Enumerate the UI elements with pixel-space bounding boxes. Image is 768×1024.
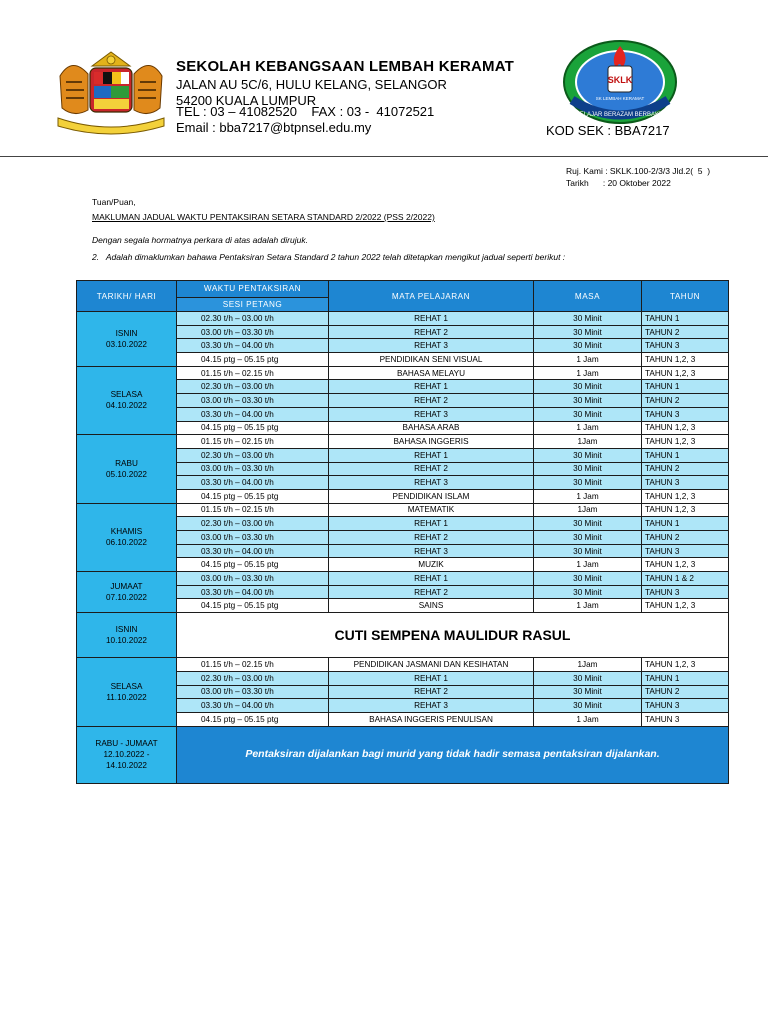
time-cell: 02.30 t/h – 03.00 t/h [177, 312, 329, 326]
year-cell: TAHUN 1 [642, 380, 729, 394]
duration-cell: 1 Jam [534, 421, 642, 435]
year-cell: TAHUN 1,2, 3 [642, 435, 729, 449]
year-cell: TAHUN 1,2, 3 [642, 421, 729, 435]
final-row [77, 726, 729, 783]
year-cell: TAHUN 1,2, 3 [642, 353, 729, 367]
subject-cell: MATEMATIK [329, 503, 534, 517]
subject-cell: REHAT 2 [329, 531, 534, 545]
holiday-row [77, 613, 729, 658]
duration-cell: 1Jam [534, 658, 642, 672]
letter-subject: MAKLUMAN JADUAL WAKTU PENTAKSIRAN SETARA STANDARD 2/2022 (PSS 2/2022) [92, 212, 435, 222]
duration-cell: 30 Minit [534, 517, 642, 531]
duration-cell: 30 Minit [534, 544, 642, 558]
time-cell: 03.00 t/h – 03.30 t/h [177, 394, 329, 408]
time-cell: 03.30 t/h – 04.00 t/h [177, 407, 329, 421]
day-date: 03.10.2022 [106, 339, 147, 349]
subject-cell: BAHASA INGGERIS [329, 435, 534, 449]
year-cell: TAHUN 3 [642, 544, 729, 558]
header-session: SESI PETANG [177, 297, 329, 311]
school-code: KOD SEK : BBA7217 [546, 123, 670, 138]
time-cell: 03.00 t/h – 03.30 t/h [177, 325, 329, 339]
address-line-2: 54200 KUALA LUMPUR [176, 93, 317, 108]
year-cell: TAHUN 2 [642, 531, 729, 545]
letterhead-divider [0, 156, 768, 157]
year-cell: TAHUN 1,2, 3 [642, 599, 729, 613]
year-cell: TAHUN 2 [642, 685, 729, 699]
duration-cell: 30 Minit [534, 531, 642, 545]
day-cell [77, 658, 177, 726]
svg-text:SKLK: SKLK [607, 75, 633, 85]
time-cell: 02.30 t/h – 03.00 t/h [177, 517, 329, 531]
time-cell: 01.15 t/h – 02.15 t/h [177, 435, 329, 449]
subject-cell: REHAT 1 [329, 448, 534, 462]
year-cell: TAHUN 2 [642, 462, 729, 476]
phone-fax: TEL : 03 – 41082520 FAX : 03 - 41072521 [176, 104, 435, 119]
time-cell: 04.15 ptg – 05.15 ptg [177, 712, 329, 726]
year-cell: TAHUN 1 [642, 517, 729, 531]
day-name: RABU - JUMAAT [95, 739, 158, 749]
time-cell: 04.15 ptg – 05.15 ptg [177, 558, 329, 572]
day-name: ISNIN [115, 625, 138, 635]
day-date: 04.10.2022 [106, 401, 147, 411]
subject-cell: REHAT 2 [329, 325, 534, 339]
day-name: RABU [115, 458, 138, 468]
day-date: 05.10.2022 [106, 469, 147, 479]
year-cell: TAHUN 3 [642, 699, 729, 713]
svg-text:BELAJAR BERAZAM BERBAKTI: BELAJAR BERAZAM BERBAKTI [575, 112, 665, 118]
greeting-line: Dengan segala hormatnya perkara di atas adalah dirujuk. [92, 235, 308, 245]
duration-cell: 30 Minit [534, 572, 642, 586]
day-cell [77, 726, 177, 783]
school-name: SEKOLAH KEBANGSAAN LEMBAH KERAMAT [176, 58, 514, 75]
duration-cell: 30 Minit [534, 407, 642, 421]
year-cell: TAHUN 3 [642, 585, 729, 599]
year-cell: TAHUN 3 [642, 476, 729, 490]
year-cell: TAHUN 1,2, 3 [642, 366, 729, 380]
duration-cell: 30 Minit [534, 380, 642, 394]
year-cell: TAHUN 3 [642, 407, 729, 421]
time-cell: 02.30 t/h – 03.00 t/h [177, 380, 329, 394]
day-date-from: 12.10.2022 - [103, 750, 150, 760]
duration-cell: 30 Minit [534, 312, 642, 326]
day-cell [77, 572, 177, 613]
subject-cell: REHAT 2 [329, 585, 534, 599]
subject-cell: REHAT 2 [329, 462, 534, 476]
table-row [77, 503, 729, 517]
time-cell: 03.00 t/h – 03.30 t/h [177, 462, 329, 476]
day-date: 07.10.2022 [106, 593, 147, 603]
duration-cell: 30 Minit [534, 671, 642, 685]
time-cell: 04.15 ptg – 05.15 ptg [177, 599, 329, 613]
time-cell: 01.15 t/h – 02.15 t/h [177, 503, 329, 517]
time-cell: 03.30 t/h – 04.00 t/h [177, 339, 329, 353]
subject-cell: REHAT 3 [329, 476, 534, 490]
school-email: Email : bba7217@btpnsel.edu.my [176, 120, 372, 135]
duration-cell: 1 Jam [534, 599, 642, 613]
year-cell: TAHUN 1,2, 3 [642, 558, 729, 572]
paragraph-2: 2. Adalah dimaklumkan bahawa Pentaksiran Setara Standard 2 tahun 2022 telah ditetapkan mengikut jadual seperti berikut : [92, 252, 566, 262]
duration-cell: 30 Minit [534, 476, 642, 490]
duration-cell: 1Jam [534, 435, 642, 449]
address-line-1: JALAN AU 5C/6, HULU KELANG, SELANGOR [176, 77, 447, 92]
year-cell: TAHUN 1 [642, 671, 729, 685]
national-crest-logo [52, 46, 170, 136]
subject-cell: BAHASA ARAB [329, 421, 534, 435]
day-cell [77, 435, 177, 503]
final-note: Pentaksiran dijalankan bagi murid yang tidak hadir semasa pentaksiran dijalankan. [177, 726, 729, 783]
time-cell: 01.15 t/h – 02.15 t/h [177, 658, 329, 672]
subject-cell: REHAT 3 [329, 339, 534, 353]
time-cell: 04.15 ptg – 05.15 ptg [177, 421, 329, 435]
day-date: 10.10.2022 [106, 636, 147, 646]
duration-cell: 30 Minit [534, 394, 642, 408]
year-cell: TAHUN 1 [642, 448, 729, 462]
subject-cell: REHAT 3 [329, 699, 534, 713]
year-cell: TAHUN 2 [642, 325, 729, 339]
subject-cell: REHAT 2 [329, 685, 534, 699]
table-row [77, 312, 729, 326]
day-date: 06.10.2022 [106, 538, 147, 548]
duration-cell: 30 Minit [534, 325, 642, 339]
header-day: TARIKH/ HARI [77, 281, 177, 312]
subject-cell: REHAT 1 [329, 671, 534, 685]
time-cell: 03.30 t/h – 04.00 t/h [177, 476, 329, 490]
day-date-to: 14.10.2022 [106, 761, 147, 771]
duration-cell: 30 Minit [534, 339, 642, 353]
holiday-text: CUTI SEMPENA MAULIDUR RASUL [177, 613, 729, 658]
time-cell: 02.30 t/h – 03.00 t/h [177, 448, 329, 462]
letter-date: Tarikh : 20 Oktober 2022 [566, 178, 671, 188]
table-row [77, 658, 729, 672]
year-cell: TAHUN 1,2, 3 [642, 489, 729, 503]
year-cell: TAHUN 1 [642, 312, 729, 326]
schedule-table [76, 280, 729, 784]
duration-cell: 30 Minit [534, 448, 642, 462]
duration-cell: 30 Minit [534, 685, 642, 699]
subject-cell: PENDIDIKAN SENI VISUAL [329, 353, 534, 367]
duration-cell: 1 Jam [534, 489, 642, 503]
duration-cell: 1 Jam [534, 353, 642, 367]
duration-cell: 1 Jam [534, 558, 642, 572]
day-cell [77, 613, 177, 658]
time-cell: 03.30 t/h – 04.00 t/h [177, 699, 329, 713]
salutation: Tuan/Puan, [92, 197, 136, 207]
header-duration: MASA [534, 281, 642, 312]
year-cell: TAHUN 3 [642, 339, 729, 353]
year-cell: TAHUN 1,2, 3 [642, 658, 729, 672]
header-time: WAKTU PENTAKSIRAN [177, 281, 329, 298]
day-name: KHAMIS [110, 527, 143, 537]
table-row [77, 366, 729, 380]
day-name: JUMAAT [110, 582, 143, 592]
day-cell [77, 366, 177, 434]
time-cell: 03.30 t/h – 04.00 t/h [177, 585, 329, 599]
time-cell: 04.15 ptg – 05.15 ptg [177, 489, 329, 503]
school-logo [560, 38, 680, 126]
year-cell: TAHUN 3 [642, 712, 729, 726]
day-name: SELASA [110, 681, 143, 691]
day-cell [77, 312, 177, 367]
day-cell [77, 503, 177, 571]
subject-cell: REHAT 2 [329, 394, 534, 408]
table-row [77, 572, 729, 586]
time-cell: 03.30 t/h – 04.00 t/h [177, 544, 329, 558]
header-year: TAHUN [642, 281, 729, 312]
subject-cell: BAHASA MELAYU [329, 366, 534, 380]
duration-cell: 1Jam [534, 503, 642, 517]
subject-cell: PENDIDIKAN ISLAM [329, 489, 534, 503]
duration-cell: 1 Jam [534, 712, 642, 726]
subject-cell: REHAT 3 [329, 544, 534, 558]
year-cell: TAHUN 2 [642, 394, 729, 408]
subject-cell: REHAT 1 [329, 312, 534, 326]
svg-text:SK LEMBAH KERAMAT: SK LEMBAH KERAMAT [595, 96, 645, 101]
duration-cell: 1 Jam [534, 366, 642, 380]
duration-cell: 30 Minit [534, 699, 642, 713]
time-cell: 03.00 t/h – 03.30 t/h [177, 685, 329, 699]
subject-cell: MUZIK [329, 558, 534, 572]
day-name: ISNIN [115, 328, 138, 338]
reference-number: Ruj. Kami : SKLK.100-2/3/3 Jld.2( 5 ) [566, 166, 711, 176]
duration-cell: 30 Minit [534, 585, 642, 599]
subject-cell: PENDIDIKAN JASMANI DAN KESIHATAN [329, 658, 534, 672]
time-cell: 01.15 t/h – 02.15 t/h [177, 366, 329, 380]
time-cell: 04.15 ptg – 05.15 ptg [177, 353, 329, 367]
subject-cell: BAHASA INGGERIS PENULISAN [329, 712, 534, 726]
subject-cell: REHAT 1 [329, 517, 534, 531]
header-subject: MATA PELAJARAN [329, 281, 534, 312]
time-cell: 03.00 t/h – 03.30 t/h [177, 531, 329, 545]
subject-cell: REHAT 1 [329, 380, 534, 394]
year-cell: TAHUN 1 & 2 [642, 572, 729, 586]
duration-cell: 30 Minit [534, 462, 642, 476]
day-date: 11.10.2022 [106, 692, 147, 702]
year-cell: TAHUN 1,2, 3 [642, 503, 729, 517]
subject-cell: REHAT 1 [329, 572, 534, 586]
subject-cell: REHAT 3 [329, 407, 534, 421]
day-name: SELASA [110, 390, 143, 400]
time-cell: 03.00 t/h – 03.30 t/h [177, 572, 329, 586]
table-row [77, 435, 729, 449]
subject-cell: SAINS [329, 599, 534, 613]
time-cell: 02.30 t/h – 03.00 t/h [177, 671, 329, 685]
